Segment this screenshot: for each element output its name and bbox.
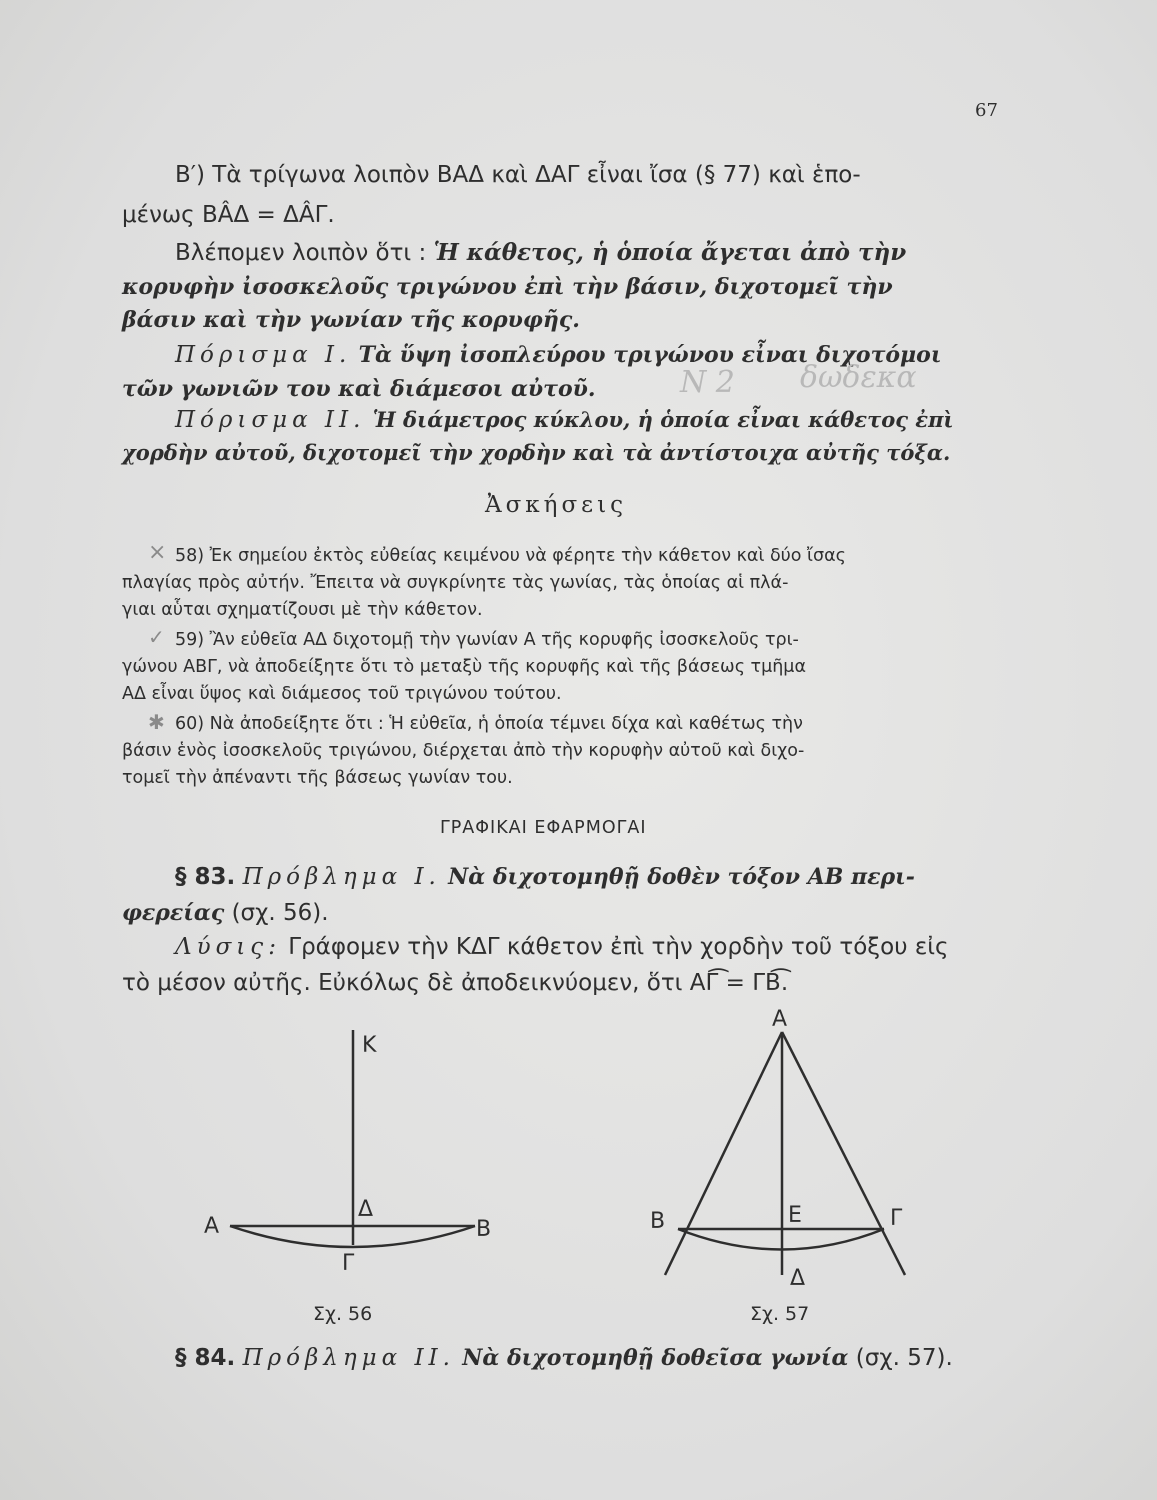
ex58-line1: 58) Ἐκ σημείου ἐκτὸς εὐθείας κειμένου νὰ φέρητε τὴν κάθετον καὶ δύο ἴσας <box>175 546 846 566</box>
porism1-label: Πόρισμα Ι. <box>175 342 352 368</box>
ex60-line1: 60) Νὰ ἀποδείξητε ὅτι : Ἡ εὐθεῖα, ἡ ὁποία τέμνει δίχα καὶ καθέτως τὴν <box>175 714 803 734</box>
para1-line1: B′) Τὰ τρίγωνα λοιπὸν BAΔ καὶ ΔΑΓ εἶναι ἴσα (§ 77) καὶ ἑπο- <box>175 162 861 188</box>
problem84-title <box>175 1343 953 1373</box>
section-heading: ΓΡΑΦΙΚΑΙ ΕΦΑΡΜΟΓΑΙ <box>440 818 647 838</box>
problem84-label: Πρόβλημα ΙΙ. <box>242 1345 455 1371</box>
pencil-annotation-1: Ν 2 <box>680 365 735 400</box>
porism2-label: Πόρισμα ΙΙ. <box>175 407 366 433</box>
star-mark-60: ✱ <box>148 710 165 734</box>
label-B: Β <box>476 1217 492 1242</box>
cross-mark-58: × <box>148 540 167 565</box>
porism1-text: Τὰ ὕψη ἰσοπλεύρου τριγώνου εἶναι διχοτόμοι <box>358 342 942 368</box>
problem83-title <box>175 862 915 892</box>
label-D: Δ <box>358 1197 374 1222</box>
figure-57 <box>630 1000 950 1330</box>
problem84-ref: (σχ. 57). <box>855 1345 953 1371</box>
ex59-line3: ΑΔ εἶναι ὕψος καὶ διάμεσος τοῦ τριγώνου τούτου. <box>122 684 562 704</box>
figure-56 <box>190 1020 510 1330</box>
ex60-line3: τομεῖ τὴν ἀπέναντι τῆς βάσεως γωνίαν του. <box>122 768 513 788</box>
page-number: 67 <box>975 100 998 121</box>
theorem-intro: Βλέπομεν λοιπὸν ὅτι : <box>175 240 427 266</box>
problem84-text: Νὰ διχοτομηθῇ δοθεῖσα γωνία <box>462 1345 849 1371</box>
porism1-line2: τῶν γωνιῶν του καὶ διάμεσοι αὐτοῦ. <box>122 376 596 402</box>
figure57-caption: Σχ. 57 <box>750 1303 810 1325</box>
problem83-ref: (σχ. 56). <box>231 900 329 926</box>
figure56-caption: Σχ. 56 <box>313 1303 373 1325</box>
problem83-number: § 83. <box>175 864 236 890</box>
theorem-bold-1: Ἡ κάθετος, ἡ ὁποία ἄγεται ἀπὸ τὴν <box>433 239 907 266</box>
theorem-statement <box>175 238 906 268</box>
ex60-line2: βάσιν ἑνὸς ἰσοσκελοῦς τριγώνου, διέρχεται ἀπὸ τὴν κορυφὴν αὐτοῦ καὶ διχο- <box>122 741 805 761</box>
check-mark-59: ✓ <box>148 625 165 649</box>
side-AG <box>782 1032 905 1275</box>
ex59-line1: 59) Ἂν εὐθεῖα ΑΔ διχοτομῇ τὴν γωνίαν Α τῆς κορυφῆς ἰσοσκελοῦς τρι- <box>175 630 799 650</box>
label-A: Α <box>772 1007 788 1032</box>
label-G: Γ <box>890 1206 903 1231</box>
para1-line2: μένως BÂΔ = ΔÂΓ. <box>122 202 335 228</box>
side-AB <box>665 1032 782 1275</box>
ex58-line3: γιαι αὗται σχηματίζουσι μὲ τὴν κάθετον. <box>122 600 483 620</box>
problem83-line2 <box>122 898 329 928</box>
porism2-line2: χορδὴν αὐτοῦ, διχοτομεῖ τὴν χορδὴν καὶ τὰ ἀντίστοιχα αὐτῆς τόξα. <box>122 440 951 465</box>
pencil-annotation-2: δωδεκα <box>800 360 917 395</box>
problem84-number: § 84. <box>175 1345 236 1371</box>
problem83-line2-bold: φερείας <box>122 900 225 926</box>
label-D: Δ <box>790 1266 806 1291</box>
solution-label: Λύσις: <box>175 934 281 960</box>
label-B: Β <box>650 1209 666 1234</box>
ex59-line2: γώνου ΑΒΓ, νὰ ἀποδείξητε ὅτι τὸ μεταξὺ τῆς κορυφῆς καὶ τῆς βάσεως τμῆμα <box>122 657 806 677</box>
problem83-solution <box>175 932 949 962</box>
label-G: Γ <box>342 1251 355 1276</box>
label-K: Κ <box>362 1033 377 1058</box>
theorem-line3: βάσιν καὶ τὴν γωνίαν τῆς κορυφῆς. <box>122 307 580 333</box>
ex58-line2: πλαγίας πρὸς αὐτήν. Ἔπειτα νὰ συγκρίνητε τὰς γωνίας, τὰς ὁποίας αἱ πλά- <box>122 573 789 593</box>
solution-line1: Γράφομεν τὴν ΚΔΓ κάθετον ἐπὶ τὴν χορδὴν τοῦ τόξου εἰς <box>288 934 949 960</box>
label-A: Α <box>204 1214 220 1239</box>
problem83-text: Νὰ διχοτομηθῇ δοθὲν τόξον ΑΒ περι- <box>448 864 915 890</box>
label-E: Ε <box>788 1203 802 1228</box>
porism2-text: Ἡ διάμετρος κύκλου, ἡ ὁποία εἶναι κάθετος ἐπὶ <box>372 407 954 432</box>
porism2 <box>175 405 954 435</box>
problem83-label: Πρόβλημα Ι. <box>242 864 441 890</box>
theorem-line2: κορυφὴν ἰσοσκελοῦς τριγώνου ἐπὶ τὴν βάσιν, διχοτομεῖ τὴν <box>122 274 893 300</box>
exercises-heading: Ἀσκήσεις <box>485 492 627 518</box>
solution-line2: τὸ μέσον αὐτῆς. Εὐκόλως δὲ ἀποδεικνύομεν, ὅτι ΑΓ͡ = ΓΒ͡. <box>122 970 789 996</box>
